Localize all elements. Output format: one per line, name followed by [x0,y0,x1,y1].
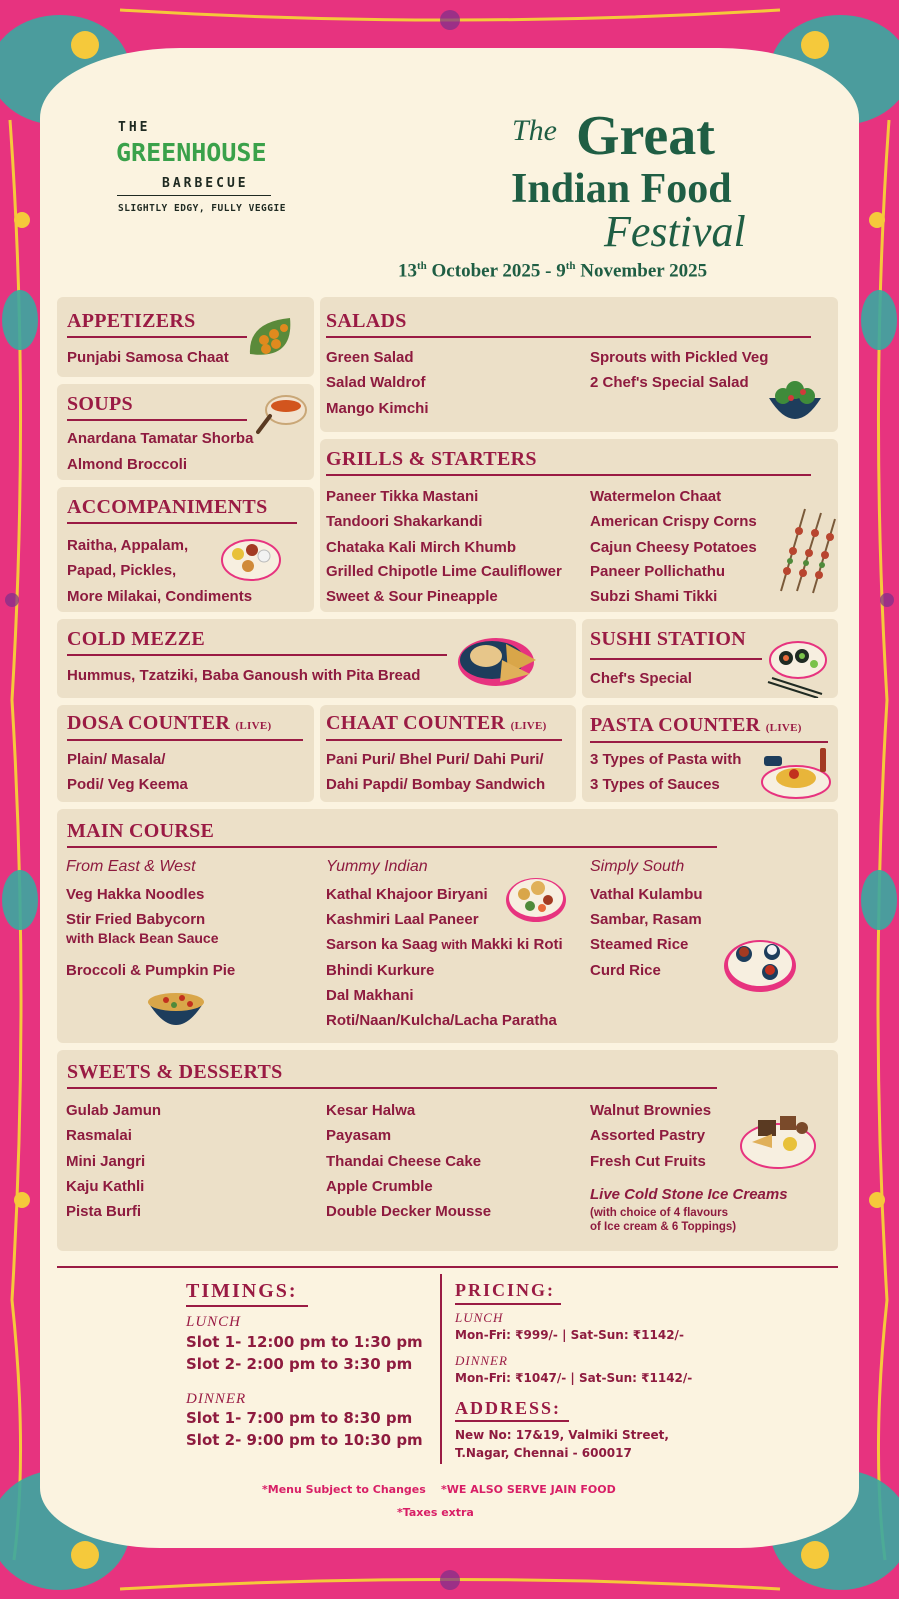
appetizers-rule [67,336,247,338]
pasta-item: 3 Types of Sauces [590,776,720,793]
desserts-rule [67,1087,717,1089]
indian-label: Yummy Indian [326,858,428,875]
grill-item: Subzi Shami Tikki [590,588,718,605]
address-line: New No: 17&19, Valmiki Street, [455,1428,669,1442]
dosa-heading: DOSA COUNTER (LIVE) [67,712,272,734]
sushi-rule [590,658,762,660]
main-item: Roti/Naan/Kulcha/Lacha Paratha [326,1012,557,1029]
timing-slot: Slot 1- 12:00 pm to 1:30 pm [186,1333,423,1351]
salad-item: Sprouts with Pickled Veg [590,349,769,366]
logo-divider [117,195,271,196]
dosa-rule [67,739,303,741]
logo-greenhouse: GREENHOUSE [116,138,267,167]
dessert-item: Walnut Brownies [590,1102,712,1119]
logo-the: THE [118,120,151,135]
soup-bowl-icon [256,388,308,436]
soups-heading: SOUPS [67,393,133,415]
pricing-rule [455,1303,561,1305]
grills-rule [326,474,811,476]
salad-item: 2 Chef's Special Salad [590,374,749,391]
south-label: Simply South [590,858,685,875]
grill-item: Cajun Cheesy Potatoes [590,539,757,556]
grill-item: Grilled Chipotle Lime Cauliflower [326,563,562,580]
title-indian-food: Indian Food [511,166,732,212]
dessert-item: Double Decker Mousse [326,1203,492,1220]
grill-item: American Crispy Corns [590,513,757,530]
chaat-heading: CHAAT COUNTER (LIVE) [326,712,547,734]
main-item: Bhindi Kurkure [326,962,435,979]
dessert-special-note: of Ice cream & 6 Toppings) [590,1221,737,1233]
jain-food-note: *WE ALSO SERVE JAIN FOOD [441,1483,616,1496]
dessert-item: Thandai Cheese Cake [326,1153,482,1170]
chaat-item: Pani Puri/ Bhel Puri/ Dahi Puri/ [326,751,544,768]
accompaniments-heading: ACCOMPANIMENTS [67,496,268,518]
skewers-icon [775,505,837,595]
festival-dates: 13th October 2025 - 9th November 2025 [398,260,708,282]
timings-lunch-label: LUNCH [186,1314,242,1330]
accompaniment-item: Papad, Pickles, [67,562,177,579]
accompaniments-rule [67,522,297,524]
timing-slot: Slot 2- 9:00 pm to 10:30 pm [186,1431,423,1449]
main-item: Vathal Kulambu [590,886,703,903]
title-great: Great [576,105,715,167]
samosa-icon [244,314,300,370]
pricing-lunch-label: LUNCH [455,1310,504,1325]
desserts-plate-icon [738,1104,818,1170]
main-item: Veg Hakka Noodles [66,886,205,903]
main-course-rule [67,846,717,848]
salad-item: Mango Kimchi [326,400,429,417]
dessert-special-note: (with choice of 4 flavours [590,1207,729,1219]
menu-changes-note: *Menu Subject to Changes [262,1483,426,1496]
dessert-item: Assorted Pastry [590,1127,706,1144]
main-item: Sambar, Rasam [590,911,702,928]
grill-item: Paneer Tikka Mastani [326,488,479,505]
pasta-heading: PASTA COUNTER (LIVE) [590,714,802,736]
title-festival: Festival [604,207,746,256]
salads-heading: SALADS [326,310,407,332]
timings-heading: TIMINGS: [186,1280,298,1302]
accompaniment-item: More Milakai, Condiments [67,588,253,605]
salad-bowl-icon [765,380,825,426]
desserts-heading: SWEETS & DESSERTS [67,1061,283,1083]
pasta-rule [590,741,828,743]
salad-item: Green Salad [326,349,414,366]
address-line: T.Nagar, Chennai - 600017 [455,1446,632,1460]
main-item: Sarson ka Saag with Makki ki Roti [326,936,563,953]
grill-item: Tandoori Shakarkandi [326,513,483,530]
main-item: Stir Fried Babycorn [66,911,206,928]
footer-divider [57,1266,838,1268]
main-item: Kathal Khajoor Biryani [326,886,488,903]
timing-slot: Slot 1- 7:00 pm to 8:30 pm [186,1409,413,1427]
accompaniment-item: Raitha, Appalam, [67,537,189,554]
dessert-item: Pista Burfi [66,1203,142,1220]
dessert-item: Payasam [326,1127,392,1144]
timings-rule [186,1305,308,1307]
timing-slot: Slot 2- 2:00 pm to 3:30 pm [186,1355,413,1373]
taxes-note: *Taxes extra [397,1506,474,1519]
dosa-item: Podi/ Veg Keema [67,776,188,793]
pasta-item: 3 Types of Pasta with [590,751,742,768]
grill-item: Chataka Kali Mirch Khumb [326,539,517,556]
main-course-heading: MAIN COURSE [67,820,215,842]
pricing-heading: PRICING: [455,1280,555,1300]
thali-icon [504,872,568,924]
title-the: The [512,114,557,147]
main-item: with Black Bean Sauce [66,930,219,946]
chaat-item: Dahi Papdi/ Bombay Sandwich [326,776,546,793]
dosa-item: Plain/ Masala/ [67,751,166,768]
dessert-item: Rasmalai [66,1127,132,1144]
chaat-rule [326,739,562,741]
dessert-item: Fresh Cut Fruits [590,1153,706,1170]
dessert-item: Kaju Kathli [66,1178,145,1195]
soup-item: Almond Broccoli [67,456,188,473]
logo-tagline: SLIGHTLY EDGY, FULLY VEGGIE [118,203,286,214]
sushi-icon [766,636,828,698]
pricing-dinner-label: DINNER [455,1353,508,1368]
pricing-lunch-value: Mon-Fri: ₹999/- | Sat-Sun: ₹1142/- [455,1328,684,1342]
grills-heading: GRILLS & STARTERS [326,448,537,470]
footer-vertical-divider [440,1274,442,1464]
east-west-label: From East & West [66,858,196,875]
condiments-plate-icon [220,532,282,582]
dessert-item: Gulab Jamun [66,1102,162,1119]
soups-rule [67,419,247,421]
cold-mezze-rule [67,654,447,656]
main-item: Steamed Rice [590,936,689,953]
grill-item: Paneer Pollichathu [590,563,726,580]
noodle-bowl-icon [146,986,206,1036]
hummus-plate-icon [456,630,540,690]
sushi-heading: SUSHI STATION [590,628,746,650]
address-rule [455,1420,569,1422]
pasta-plate-icon [758,746,834,800]
main-item: Dal Makhani [326,987,414,1004]
grill-item: Sweet & Sour Pineapple [326,588,498,605]
main-item: Kashmiri Laal Paneer [326,911,479,928]
dessert-item: Kesar Halwa [326,1102,416,1119]
logo-barbecue: BARBECUE [162,176,249,191]
banana-leaf-meal-icon [722,930,798,996]
timings-dinner-label: DINNER [186,1391,247,1407]
cold-mezze-item: Hummus, Tzatziki, Baba Ganoush with Pita Bread [67,667,421,684]
dessert-item: Apple Crumble [326,1178,433,1195]
appetizer-item: Punjabi Samosa Chaat [67,349,229,366]
address-heading: ADDRESS: [455,1398,562,1418]
pricing-dinner-value: Mon-Fri: ₹1047/- | Sat-Sun: ₹1142/- [455,1371,693,1385]
salads-rule [326,336,811,338]
soup-item: Anardana Tamatar Shorba [67,430,254,447]
salad-item: Salad Waldrof [326,374,426,391]
cold-mezze-heading: COLD MEZZE [67,628,206,650]
main-item: Curd Rice [590,962,661,979]
dessert-item: Mini Jangri [66,1153,146,1170]
grill-item: Watermelon Chaat [590,488,722,505]
appetizers-heading: APPETIZERS [67,310,196,332]
sushi-item: Chef's Special [590,670,692,687]
main-item: Broccoli & Pumpkin Pie [66,962,236,979]
dessert-special: Live Cold Stone Ice Creams [590,1186,788,1203]
